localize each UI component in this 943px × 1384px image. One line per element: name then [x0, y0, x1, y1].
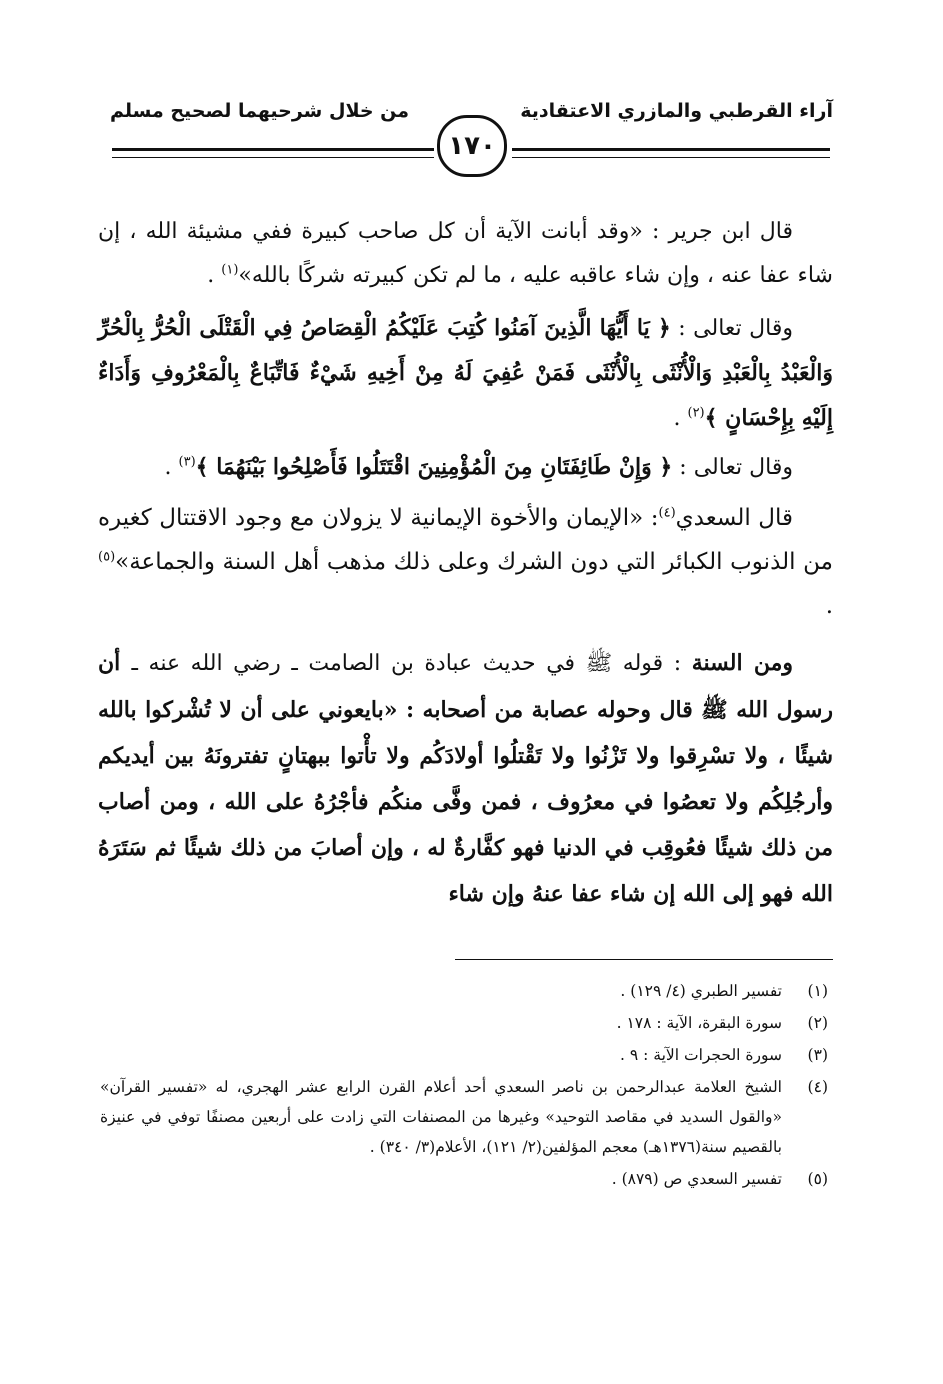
footnote-text: الشيخ العلامة عبدالرحمن بن ناصر السعدي أحد أعلام القرن الرابع عشر الهجري، له «تفسير القرآن» «والقول السديد في مقاصد التوحيد» وغيرها من المصنفات التي زادت على أربعين مصنفًا توفي في عنيزة بالقصيم سنة(١٣٧٦هـ) معجم المؤلفين(٢/ ١٢١)، الأعلام(٣/ ٣٤٠) .	[100, 1078, 782, 1156]
running-title-left: من خلال شرحيهما لصحيح مسلم	[110, 100, 410, 122]
paragraph-verse-hujurat	[98, 445, 833, 490]
footnote-item	[100, 1072, 828, 1162]
p5-intro: : قوله ﷺ في حديث عبادة بن الصامت ـ رضي الله عنه ـ	[131, 651, 692, 676]
quran-verse-baqarah: ﴿ يَا أَيُّهَا الَّذِينَ آمَنُوا كُتِبَ عَلَيْكُمُ الْقِصَاصُ فِي الْقَتْلَى الْحُرُّ بِالْحُرِّ وَالْعَبْدُ بِالْعَبْدِ وَالْأُنْثَى بِالْأُنْثَى فَمَنْ عُفِيَ لَهُ مِنْ أَخِيهِ شَيْءٌ فَاتِّبَاعٌ بِالْمَعْرُوفِ وَأَدَاءٌ إِلَيْهِ بِإِحْسَانٍ ﴾	[98, 315, 833, 431]
main-text	[98, 210, 833, 917]
p4-text: : «الإيمان والأخوة الإيمانية لا يزولان مع وجود الاقتتال كغيره من الذنوب الكبائر التي دون الشرك وعلى ذلك مذهب أهل السنة والجماعة»	[98, 505, 833, 575]
paragraph-ibn-jarir	[98, 210, 833, 298]
footnote-item	[100, 1164, 828, 1194]
p1-end: .	[207, 263, 222, 288]
footnote-ref-1[interactable]: (١)	[221, 262, 239, 278]
header-rule-left-thin	[112, 157, 434, 158]
hadith-text: أن رسول الله ﷺ قال وحوله عصابة من أصحابه : «بايعوني على أن لا تُشْركوا بالله شيئًا ، ولا تسْرِقوا ولا تَزْنُوا ولا تَقْتلُوا أولادَكُم ولا تأْتوا ببهتانٍ تفترونَهُ بين أيديكم وأرجُلِكُم ولا تعصُوا في معرُوف ، فمن وفَّى منكُم فأجْرُهُ على الله ، ومن أصاب من ذلك شيئًا فعُوقِب في الدنيا فهو كفَّارةٌ له ، وإن أصابَ من ذلك شيئًا ثم سَتَرَهُ الله فهو إلى الله إن شاء عفا عنهُ وإن شاء	[98, 650, 833, 907]
footnote-ref-3[interactable]: (٣)	[178, 454, 196, 470]
footnote-ref-4[interactable]: (٤)	[658, 505, 676, 521]
p2-lead: وقال تعالى :	[670, 316, 793, 341]
header-rule-left-thick	[112, 148, 434, 151]
footnote-number: (١)	[807, 982, 828, 1000]
footnote-number: (٤)	[807, 1078, 828, 1096]
footnote-ref-5[interactable]: (٥)	[98, 549, 116, 565]
sunnah-keyword: ومن السنة	[691, 650, 793, 676]
footnote-text: سورة البقرة، الآية : ١٧٨ .	[616, 1014, 782, 1032]
footnote-separator	[455, 959, 833, 960]
p4-end: .	[825, 593, 833, 619]
quran-verse-hujurat: ﴿ وَإِنْ طَائِفَتَانِ مِنَ الْمُؤْمِنِينَ اقْتَتَلُوا فَأَصْلِحُوا بَيْنَهُمَا ﴾	[195, 454, 673, 480]
p3-lead: وقال تعالى :	[672, 455, 793, 480]
header-rule-right-thick	[512, 148, 830, 151]
p2-end: .	[673, 406, 688, 431]
page-number: ١٧٠	[437, 115, 507, 177]
footnote-item	[100, 1040, 828, 1070]
footnote-number: (٢)	[807, 1014, 828, 1032]
footnote-text: تفسير السعدي ص (٨٧٩) .	[611, 1170, 782, 1188]
footnote-text: تفسير الطبري (٤/ ١٢٩) .	[620, 982, 782, 1000]
header-rule-right-thin	[512, 157, 830, 158]
footnote-text: سورة الحجرات الآية : ٩ .	[620, 1046, 782, 1064]
footnote-item	[100, 1008, 828, 1038]
p3-end: .	[164, 455, 179, 480]
paragraph-verse-qisas	[98, 306, 833, 441]
paragraph-saadi	[98, 496, 833, 628]
footnote-ref-2[interactable]: (٢)	[687, 405, 705, 421]
paragraph-hadith	[98, 640, 833, 917]
running-title-right: آراء القرطبي والمازري الاعتقادية	[520, 100, 833, 122]
footnotes	[100, 976, 828, 1196]
p1-text: قال ابن جرير : «وقد أبانت الآية أن كل صاحب كبيرة ففي مشيئة الله ، إن شاء عفا عنه ، وإن شاء عاقبه عليه ، ما لم تكن كبيرته شركًا بالله»	[98, 219, 833, 288]
footnote-item	[100, 976, 828, 1006]
footnote-number: (٥)	[807, 1170, 828, 1188]
footnote-number: (٣)	[807, 1046, 828, 1064]
p4-lead: قال السعدي	[675, 505, 793, 531]
